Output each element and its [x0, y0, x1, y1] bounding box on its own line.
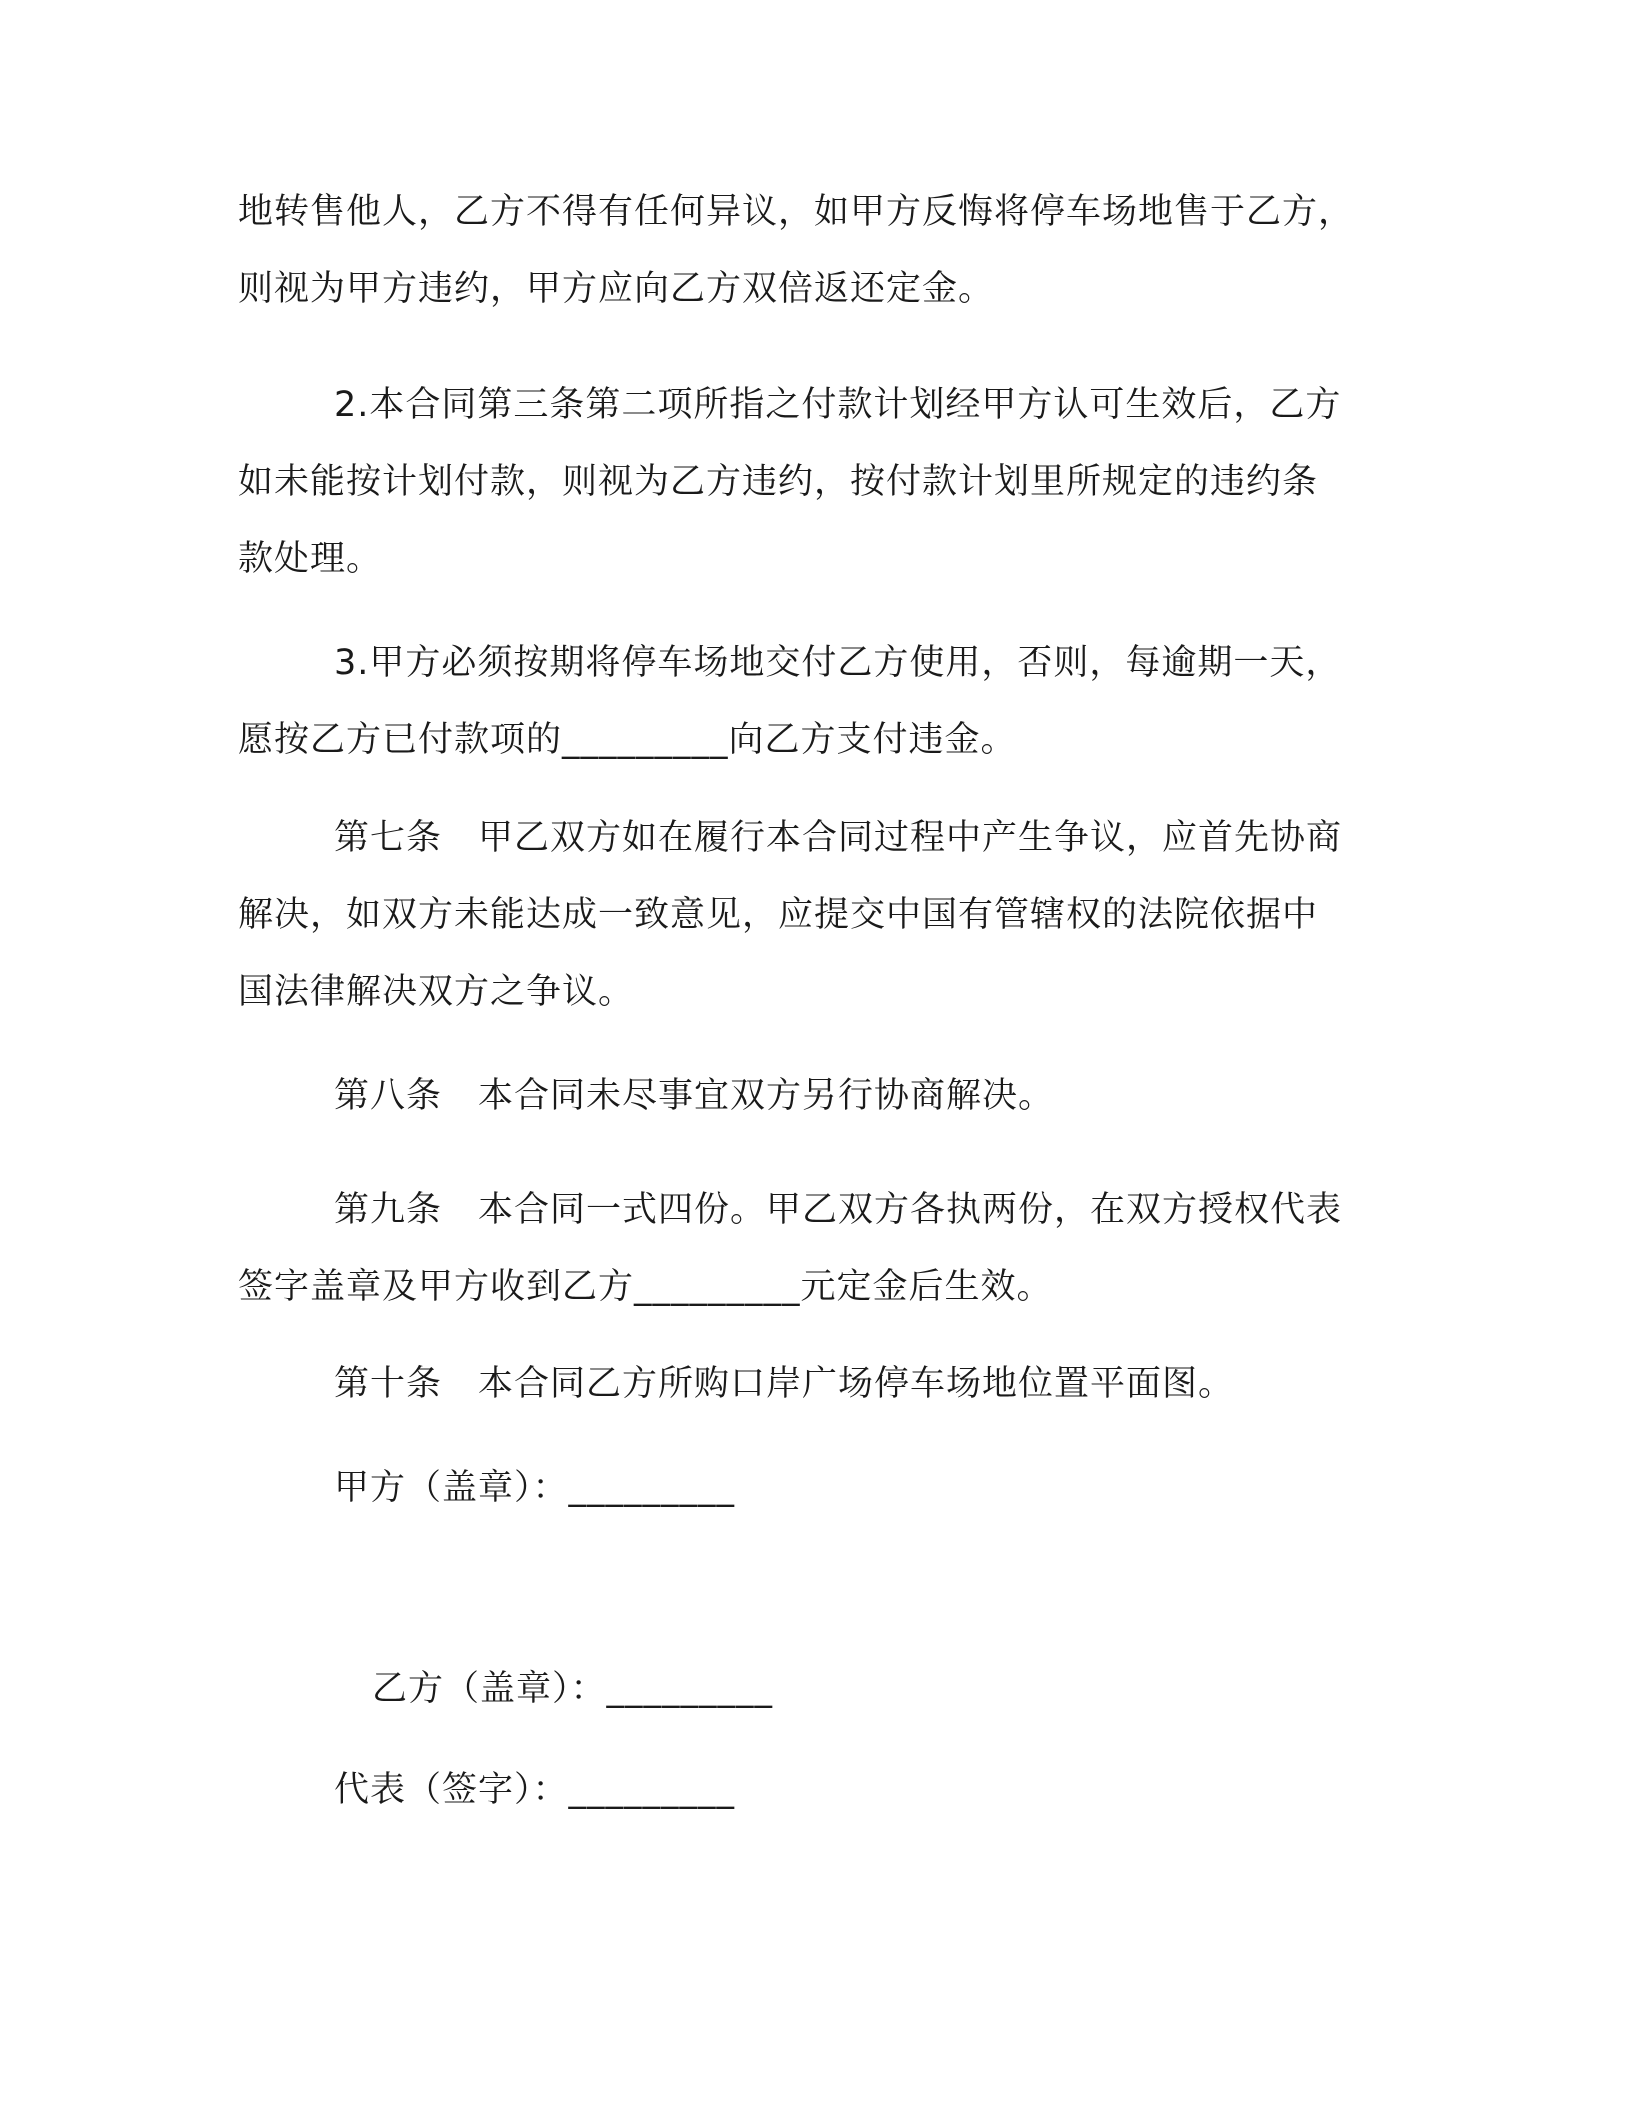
- text-line: 则视为甲方违约，甲方应向乙方双倍返还定金。: [238, 269, 995, 309]
- paragraph-payment-clause: [238, 367, 1398, 598]
- text-line: 第八条 本合同未尽事宜双方另行协商解决。: [334, 1076, 1055, 1116]
- signature-line-party-a: 甲方（盖章）：_________: [334, 1468, 736, 1508]
- signature-line-party-b: 乙方（盖章）：_________: [372, 1669, 774, 1709]
- text-line: 签字盖章及甲方收到乙方_________元定金后生效。: [238, 1267, 1053, 1307]
- signature-line-representative: 代表（签字）：_________: [334, 1770, 736, 1810]
- text-line: 第九条 本合同一式四份。甲乙双方各执两份，在双方授权代表: [334, 1190, 1343, 1230]
- signature-party-b: [238, 1651, 1398, 1728]
- text-line: 解决，如双方未能达成一致意见，应提交中国有管辖权的法院依据中: [238, 895, 1319, 935]
- text-line: 愿按乙方已付款项的_________向乙方支付违金。: [238, 720, 1017, 760]
- paragraph-article-9: [238, 1172, 1398, 1326]
- paragraph-article-7: [238, 800, 1398, 1031]
- signature-party-a: [238, 1450, 1398, 1527]
- paragraph-deposit-clause: [238, 174, 1398, 328]
- paragraph-delivery-clause: [238, 625, 1398, 779]
- text-line: 款处理。: [238, 539, 383, 579]
- paragraph-article-10: [238, 1346, 1398, 1423]
- text-line: 3.甲方必须按期将停车场地交付乙方使用，否则，每逾期一天，: [334, 643, 1342, 683]
- paragraph-article-8: [238, 1058, 1398, 1135]
- signature-representative: [238, 1752, 1398, 1829]
- text-line: 2.本合同第三条第二项所指之付款计划经甲方认可生效后，乙方: [334, 385, 1342, 425]
- text-line: 第七条 甲乙双方如在履行本合同过程中产生争议，应首先协商: [334, 818, 1343, 858]
- text-line: 第十条 本合同乙方所购口岸广场停车场地位置平面图。: [334, 1364, 1235, 1404]
- text-line: 地转售他人，乙方不得有任何异议，如甲方反悔将停车场地售于乙方，: [238, 192, 1355, 232]
- text-line: 国法律解决双方之争议。: [238, 972, 635, 1012]
- text-line: 如未能按计划付款，则视为乙方违约，按付款计划里所规定的违约条: [238, 462, 1319, 502]
